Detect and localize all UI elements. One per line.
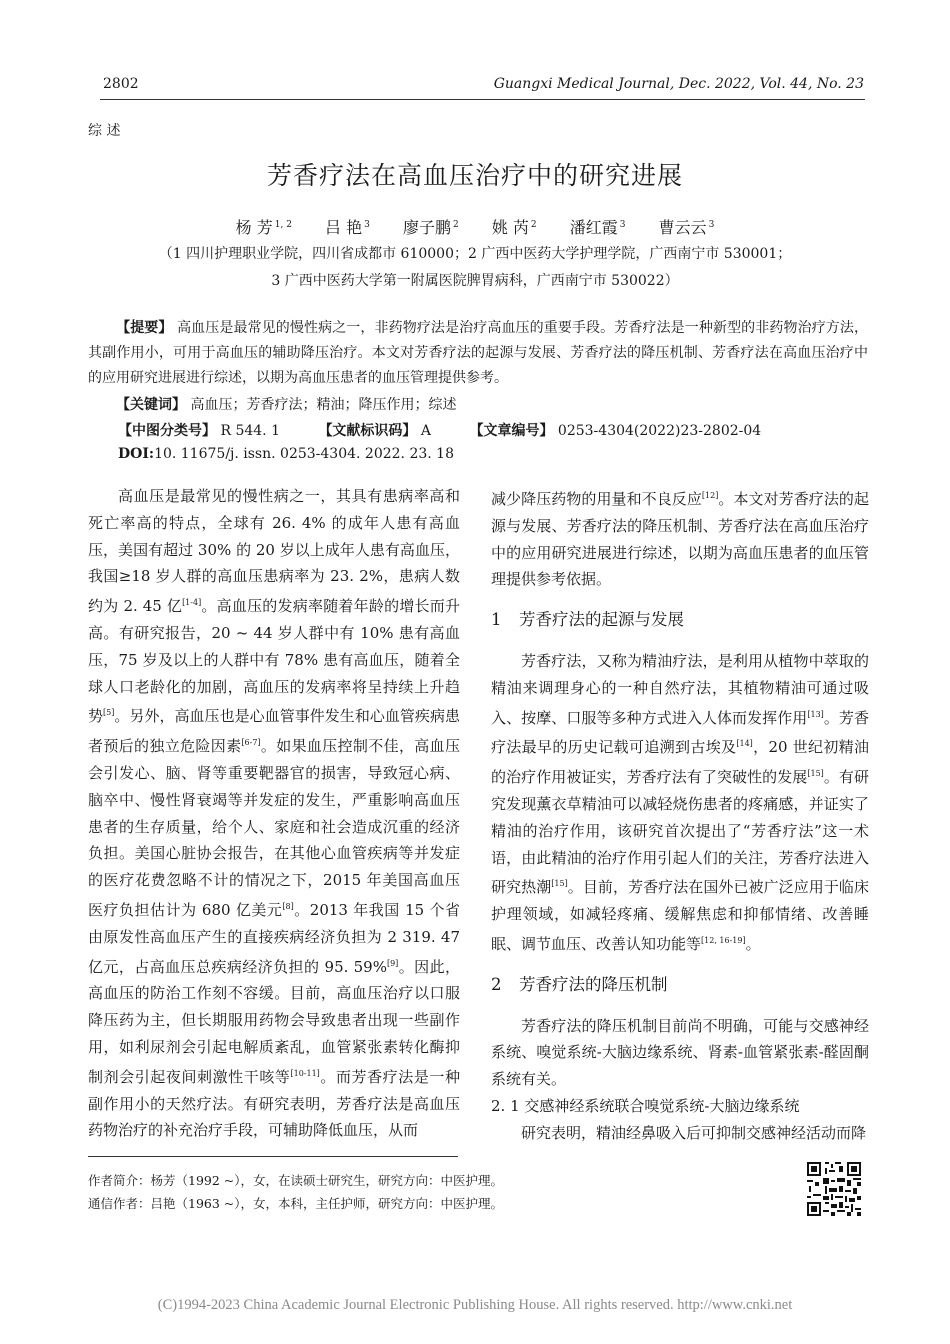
keywords-text: 高血压；芳香疗法；精油；降压作用；综述 xyxy=(190,397,457,413)
citation: [10-11] xyxy=(290,1068,320,1078)
citation: [9] xyxy=(386,958,399,968)
citation: [8] xyxy=(282,901,294,911)
section-tag: 综 述 xyxy=(88,123,121,139)
section-heading: 2 芳香疗法的降压机制 xyxy=(491,974,668,994)
keywords xyxy=(88,393,868,418)
journal-header: Guangxi Medical Journal, Dec. 2022, Vol. 44, No. 23 xyxy=(493,76,864,92)
author: 潘红霞 $^3$ xyxy=(569,218,626,237)
body-column-right xyxy=(491,483,869,1147)
citation: [15] xyxy=(551,879,568,889)
article-number: 0253-4304(2022)23-2802-04 xyxy=(557,423,762,439)
paragraph: 高血压是最常见的慢性病之一，其具有患病率高和死亡率高的特点，全球有 26. 4% 的成年人患有高血压，美国有超过 30% 的 20 岁以上成年人患有高血压，我国≥18 岁人群的高血压患病率为 23. 2%，患病人数约为 2. 45 亿[1-4]。高血压的发病率随着年龄的增长而升高。有研究报告，20 ~ 44 岁人群中有 10% 患有高血压，75 岁及以上的人群中有 78% 患有高血压，随着全球人口老龄化的加剧，高血压的发病率将呈持续上升趋势[5]。另外，高血压也是心血管事件发生和心血管疾病患者预后的独立危险因素[6-7]。如果血压控制不佳，高血压会引发心、脑、肾等重要靶器官的损害，导致冠心病、脑卒中、慢性肾衰竭等并发症的发生，严重影响高血压患者的生存质量，给个人、家庭和社会造成沉重的经济负担。美国心脏协会报告，在其他心血管疾病等并发症的医疗花费忽略不计的情况之下，2015 年美国高血压医疗负担估计为 680 亿美元[8]。2013 年我国 15 个省由原发性高血压产生的直接疾病经济负担为 2 319. 47 亿元，占高血压总疾病经济负担的 95. 59%[9]。因此，高血压的防治工作刻不容缓。目前，高血压治疗以口服降压药为主，但长期服用药物会导致患者出现一些副作用，如利尿剂会引起电解质紊乱，血管紧张素转化酶抑制剂会引起夜间刺激性干咳等[10-11]。而芳香疗法是一种副作用小的天然疗法。有研究表明，芳香疗法是高血压药物治疗的补充治疗手段，可辅助降低血压，从而 xyxy=(88,487,461,1140)
keywords-label: 【关键词】 xyxy=(116,397,186,413)
paragraph: 芳香疗法，又称为精油疗法，是利用从植物中萃取的精油来调理身心的一种自然疗法，其植物精油可通过吸入、按摩、口服等多种方式进入人体而发挥作用[13]。芳香疗法最早的历史记载可追溯到古埃及[14]，20 世纪初精油的治疗作用被证实，芳香疗法有了突破性的发展[15]。有研究发现薰衣草精油可以减轻烧伤患者的疼痛感，并证实了精油的治疗作用，该研究首次提出了“芳香疗法”这一术语，由此精油的治疗作用引起人们的关注，芳香疗法进入研究热潮[15]。目前，芳香疗法在国外已被广泛应用于临床护理领域，如减轻疼痛、缓解焦虑和抑郁情绪、改善睡眠、调节血压、改善认知功能等[12, 16-19]。 xyxy=(491,651,869,953)
corresponding-author-footnote: 通信作者：吕艳（1963 ~），女，本科，主任护师，研究方向：中医护理。 xyxy=(88,1196,504,1211)
abstract-label: 【提要】 xyxy=(116,320,173,336)
doc-code: A xyxy=(420,423,432,439)
citation: [1-4] xyxy=(182,598,202,608)
article-title: 芳香疗法在高血压治疗中的研究进展 xyxy=(266,161,683,190)
author-intro-footnote: 作者简介：杨芳（1992 ~），女，在读硕士研究生，研究方向：中医护理。 xyxy=(88,1173,504,1188)
clc-code: R 544. 1 xyxy=(220,423,280,439)
citation: [15] xyxy=(807,769,824,779)
footnote-rule xyxy=(88,1156,458,1157)
author: 姚 芮 $^2$ xyxy=(491,218,537,237)
citation: [12, 16-19] xyxy=(701,935,746,945)
citation: [6-7] xyxy=(241,738,261,748)
author: 吕 艳 $^3$ xyxy=(325,218,370,237)
qr-code-icon xyxy=(805,1160,863,1218)
subsection-heading: 2. 1 交感神经系统联合嗅觉系统-大脑边缘系统 xyxy=(491,1096,800,1115)
citation: [14] xyxy=(736,739,753,749)
author: 廖子鹏 $^2$ xyxy=(402,218,459,237)
paragraph: 减少降压药物的用量和不良反应[12]。本文对芳香疗法的起源与发展、芳香疗法的降压机制、芳香疗法在高血压治疗中的应用研究进展进行综述，以期为高血压患者的血压管理提供参考依据。 xyxy=(491,490,869,589)
author: 杨 芳 $^{1, 2}$ xyxy=(235,218,292,237)
body-column-left xyxy=(88,483,460,1144)
paragraph: 研究表明，精油经鼻吸入后可抑制交感神经活动而降 xyxy=(521,1123,867,1142)
abstract-text: 高血压是最常见的慢性病之一，非药物疗法是治疗高血压的重要手段。芳香疗法是一种新型的非药物治疗方法，其副作用小，可用于高血压的辅助降压治疗。本文对芳香疗法的起源与发展、芳香疗法的降压机制、芳香疗法在高血压治疗中的应用研究进展进行综述，以期为高血压患者的血压管理提供参考。 xyxy=(88,320,869,386)
classification-line: 【中图分类号】 R 544. 1 【文献标识码】 A 【文章编号】 0253-4304(2022)23-2802-04 xyxy=(118,423,762,439)
affiliation-line: 3 广西中医药大学第一附属医院脾胃病科，广西南宁市 530022） xyxy=(271,273,679,289)
page-number: 2802 xyxy=(103,76,139,92)
author-list xyxy=(0,215,950,238)
doi-value: 10. 11675/j. issn. 0253-4304. 2022. 23. 18 xyxy=(154,446,454,462)
paragraph: 芳香疗法的降压机制目前尚不明确，可能与交感神经系统、嗅觉系统-大脑边缘系统、肾素-血管紧张素-醛固酮系统有关。 xyxy=(491,1016,869,1089)
abstract xyxy=(88,316,868,391)
section-heading: 1 芳香疗法的起源与发展 xyxy=(491,610,684,630)
citation: [12] xyxy=(701,491,719,500)
header-rule xyxy=(100,99,865,100)
copyright-footer: (C)1994-2023 China Academic Journal Electronic Publishing House. All rights reserved. http://www.cnki.net xyxy=(157,1297,793,1313)
affiliation-line: （1 四川护理职业学院，四川省成都市 610000；2 广西中医药大学护理学院，广西南宁市 530001； xyxy=(158,246,792,262)
citation: [13] xyxy=(807,709,824,719)
citation: [5] xyxy=(103,708,115,718)
doi-line: DOI:10. 11675/j. issn. 0253-4304. 2022. 23. 18 xyxy=(118,446,454,462)
author: 曹云云 $^3$ xyxy=(658,218,715,237)
